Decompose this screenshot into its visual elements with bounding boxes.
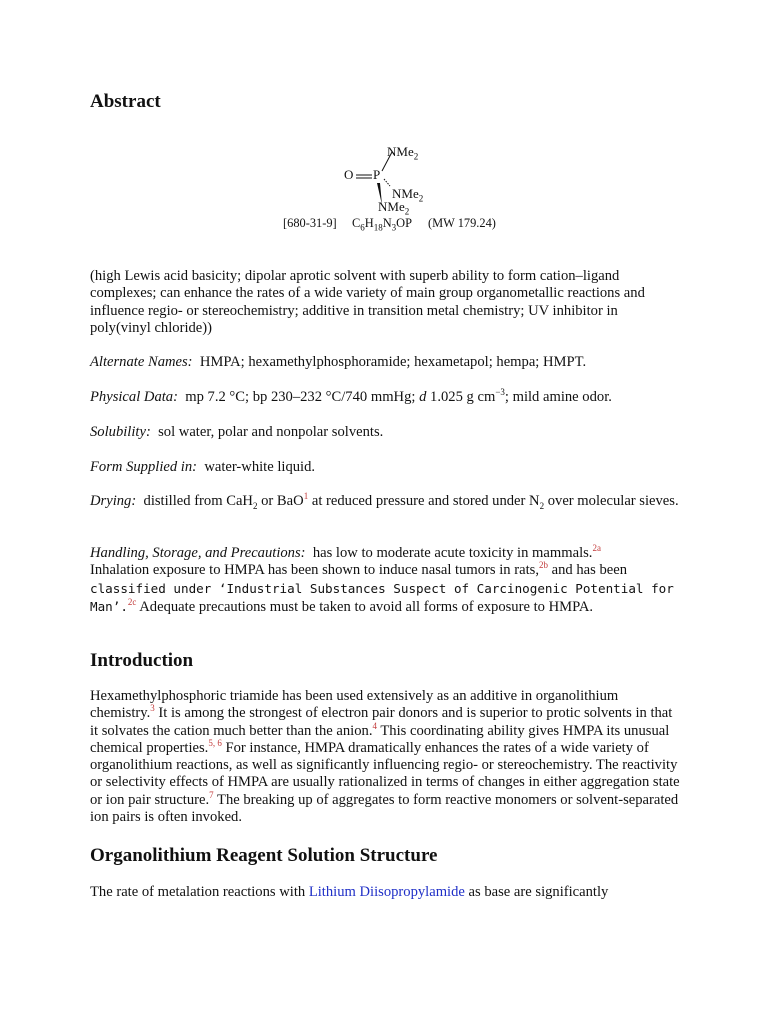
introduction-paragraph: Hexamethylphosphoric triamide has been used extensively as an additive in organolithium chemistry.$^3$ It is among the strongest of electron pair donors and is superior to protic solvents in that it solvates the cation much better than the anion.$^4$ This coordinating ability gives HMPA its unusual chemical properties.$^{5, 6}$ For instance, HMPA dramatically enhances the rates of a wide variety of organolithium reactions, as well as significantly influencing regio- or stereochemistry. The reactivity or selectivity effects of HMPA are usually rationalized in terms of changes in either aggregation state or ion pair structure.$^7$ The breaking up of aggregates to form reactive monomers or solvent-separated ion pairs is often invoked.	[90, 688, 680, 826]
handling-precautions: Handling, Storage, and Precautions: has low to moderate acute toxicity in mammals.$^{2a}$ Inhalation exposure to HMPA has been shown to induce nasal tumors in rats,$^{2b}$ and has been classified under ‘Industrial Substances Suspect of Carcinogenic Potential for Man’.$^{2c}$ Adequate precautions must be taken to avoid all forms of exposure to HMPA.	[90, 543, 674, 615]
ref-link[interactable]: 4	[372, 720, 377, 731]
cas-number: [680-31-9]	[283, 216, 337, 230]
ref-link[interactable]: 5, 6	[208, 738, 222, 749]
solubility: Solubility: sol water, polar and nonpolar solvents.	[90, 424, 384, 440]
form-supplied: Form Supplied in: water-white liquid.	[90, 459, 316, 475]
group-nme2-bottom: NMe$_2$	[378, 199, 410, 217]
group-nme2-top: NMe$_2$	[387, 144, 419, 162]
ref-link[interactable]: 3	[150, 703, 155, 714]
alternate-names	[90, 354, 680, 371]
ref-link[interactable]: 2b	[538, 560, 548, 571]
group-nme2-right: NMe$_2$	[392, 186, 424, 204]
alternate-names-label: Alternate Names:	[90, 354, 193, 370]
drying: Drying: distilled from CaH$_2$ or BaO$^1$ at reduced pressure and stored under $N_2$ over molecular sieves.	[90, 491, 679, 511]
organolithium-paragraph: The rate of metalation reactions with Lithium Diisopropylamide as base are significantly	[90, 884, 609, 900]
molecular-weight: (MW 179.24)	[428, 216, 496, 230]
lda-link[interactable]: Lithium Diisopropylamide	[308, 884, 465, 900]
ref-link[interactable]: 2a	[592, 543, 601, 554]
introduction-heading: Introduction	[90, 650, 194, 671]
physical-data: Physical Data: mp 7.2 °C; bp 230–232 °C/740 mmHg; d 1.025 g $cm^{-3}$; mild amine odor.	[90, 387, 612, 405]
abstract-summary: (high Lewis acid basicity; dipolar aprotic solvent with superb ability to form cation–ligand complexes; can enhance the rates of a wide variety of main group organometallic reactions and influence regio- or stereochemistry; additive in transition metal chemistry; UV inhibitor in poly(vinyl chloride))	[90, 268, 645, 336]
ref-link[interactable]: 1	[303, 491, 309, 502]
atom-oxygen: O	[344, 167, 354, 182]
alternate-names-text: HMPA; hexamethylphosphoramide; hexametapol; hempa; HMPT.	[199, 354, 587, 370]
ref-link[interactable]: 2c	[127, 597, 137, 608]
molecular-formula: $C_6H_{18}N_3OP$	[352, 216, 413, 233]
abstract-heading: Abstract	[90, 91, 161, 112]
atom-phosphorus: P	[373, 167, 381, 182]
ref-link[interactable]: 7	[209, 789, 214, 800]
organolithium-heading: Organolithium Reagent Solution Structure	[90, 845, 438, 866]
